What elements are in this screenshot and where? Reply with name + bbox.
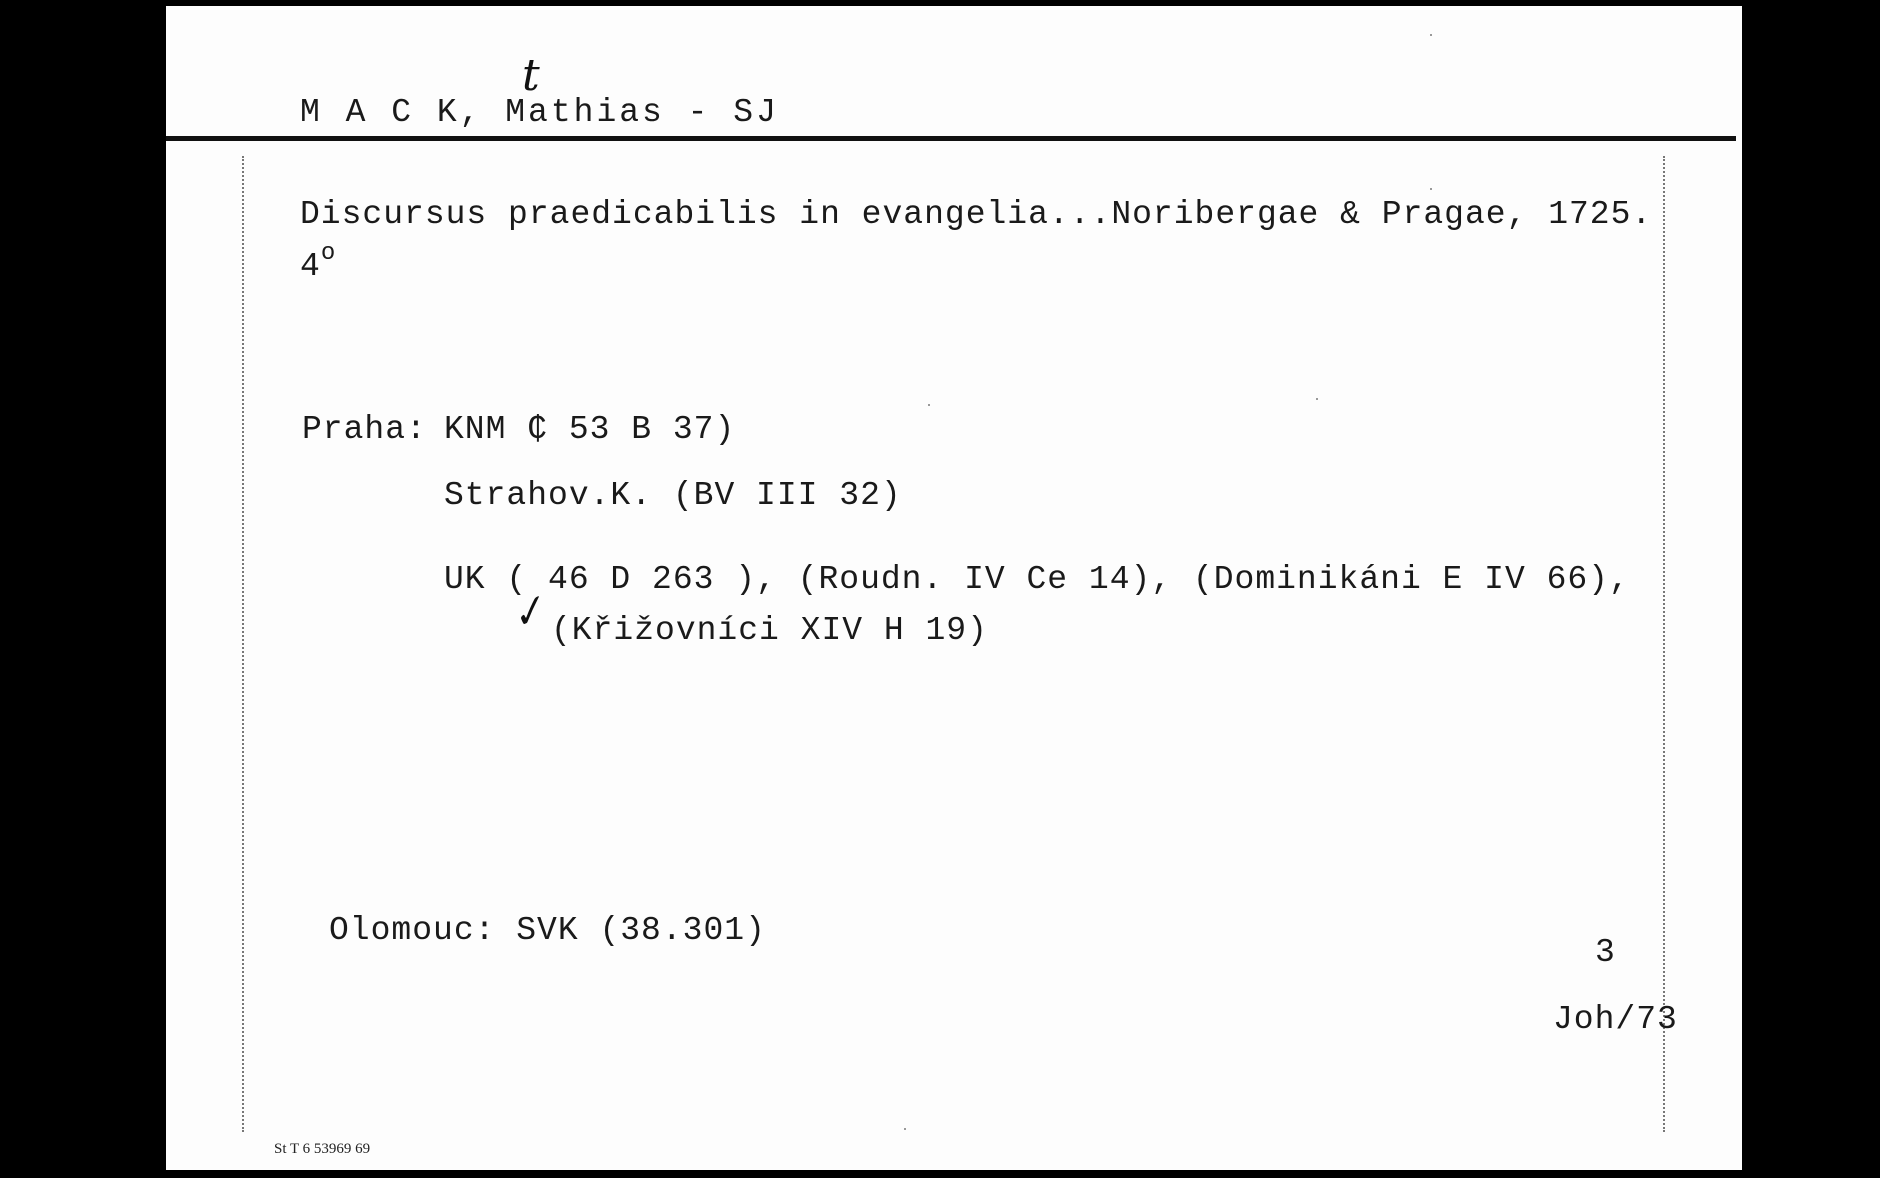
speck	[1430, 188, 1432, 190]
praha-strahov: Strahov.K. (BV III 32)	[444, 477, 902, 514]
format-value: 4	[300, 248, 321, 285]
printer-code: St T 6 53969 69	[274, 1141, 371, 1157]
speck	[904, 1128, 906, 1130]
praha-uk-line2: (Křižovníci XIV H 19)	[551, 612, 988, 649]
handwritten-correction: t	[522, 50, 540, 101]
speck	[928, 404, 930, 406]
check-mark-icon: ✓	[504, 585, 552, 641]
format-superscript: o	[320, 240, 337, 267]
cataloger-mark: Joh/73	[1553, 1001, 1678, 1038]
author-heading: M A C K, Mathias - SJ	[300, 94, 779, 131]
copy-count: 3	[1595, 934, 1616, 971]
praha-label: Praha:	[302, 411, 427, 448]
olomouc-holding: Olomouc: SVK (38.301)	[329, 912, 766, 949]
title-line: Discursus praedicabilis in evangelia...Noribergae & Pragae, 1725.	[300, 196, 1653, 233]
praha-uk-line1: UK ( 46 D 263 ), (Roudn. IV Ce 14), (Dominikáni E IV 66),	[444, 561, 1630, 598]
speck	[1316, 398, 1318, 400]
praha-knm: KNM ₵ 53 B 37)	[444, 411, 736, 448]
left-perforation-edge	[242, 156, 244, 1132]
speck	[1430, 34, 1432, 36]
right-perforation-edge	[1663, 156, 1665, 1132]
heading-rule	[166, 136, 1736, 141]
catalog-card	[166, 6, 1742, 1170]
format-line	[300, 240, 337, 285]
